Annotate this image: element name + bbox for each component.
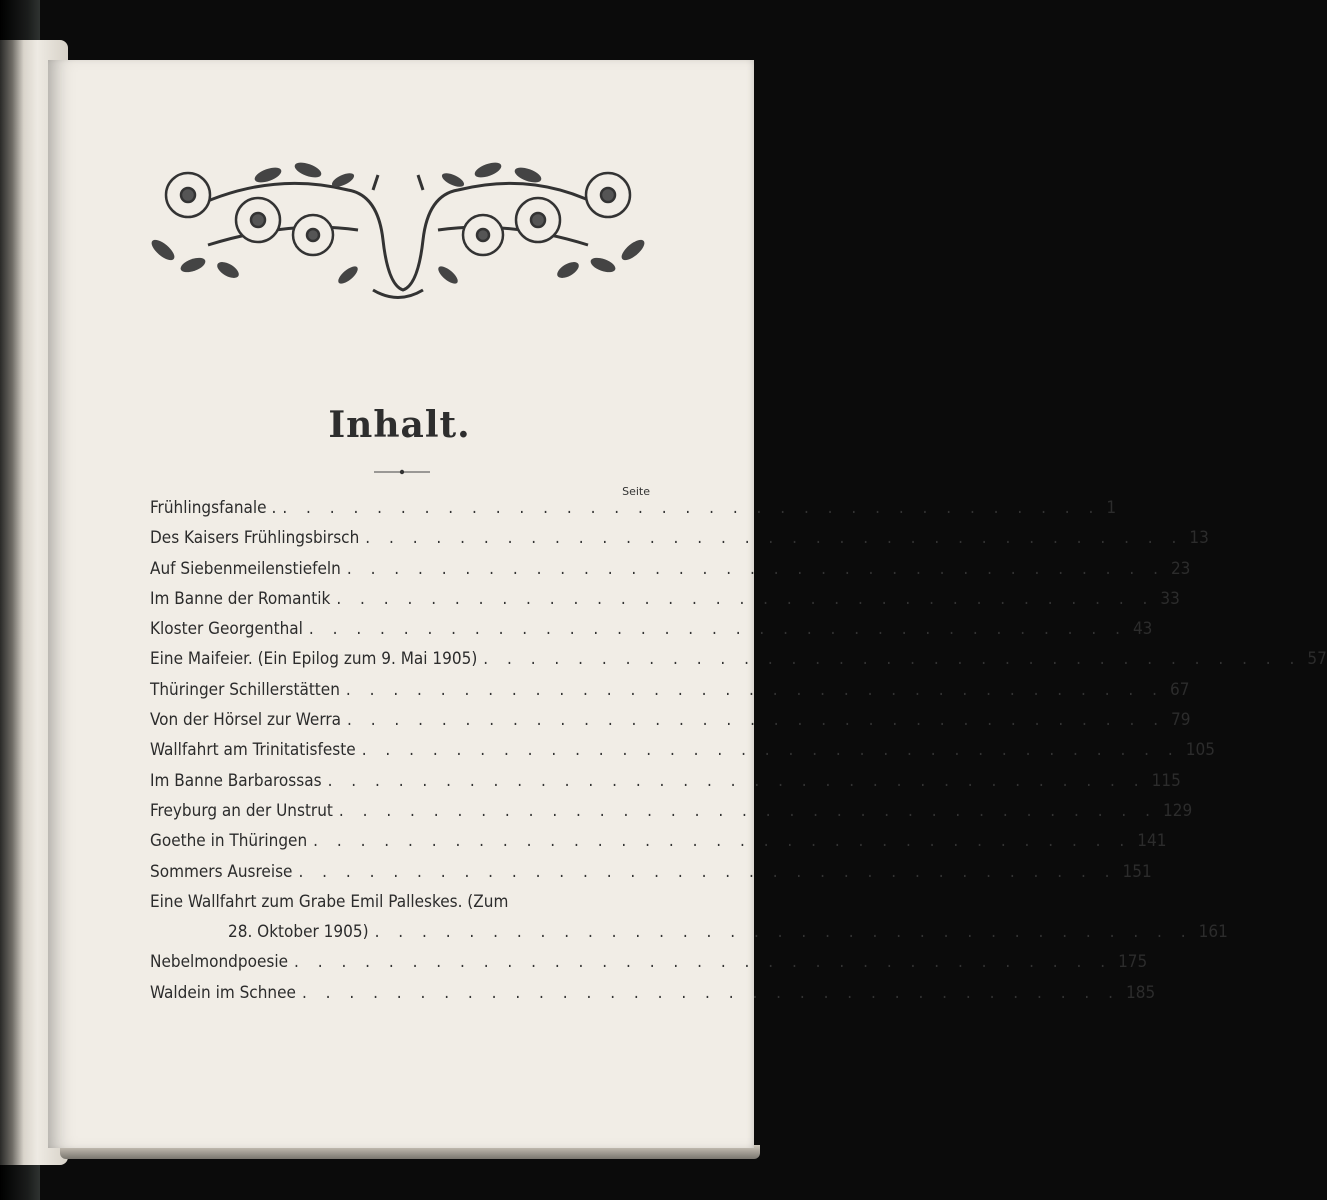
toc-entry: [150, 861, 1152, 892]
toc-entry: [150, 982, 1156, 1013]
toc-entry-title: Eine Wallfahrt zum Grabe Emil Palleskes. (Zum: [150, 891, 509, 912]
page-title: Inhalt.: [328, 404, 471, 446]
toc-entry-title: Im Banne Barbarossas: [150, 770, 322, 791]
toc-entry-page: 115: [1151, 770, 1181, 791]
toc-entry-title: 28. Oktober 1905): [228, 922, 369, 943]
leader-dots: . . . . . . . . . . . . . . . . . . . . . . . . . . . . . . . . . . .: [374, 922, 1193, 943]
toc-entry-page: 1: [1106, 498, 1117, 518]
leader-dots: . . . . . . . . . . . . . . . . . . . . . . . . . . . . . . . . . . .: [294, 952, 1113, 973]
toc-entry-title: Freyburg an der Unstrut: [150, 800, 333, 821]
page-column-label: Seite: [622, 485, 650, 498]
leader-dots: . . . . . . . . . . . . . . . . . . . . . . . . . . . . . . . . . . .: [346, 710, 1166, 731]
toc-entry-title: Goethe in Thüringen: [150, 831, 308, 852]
leader-dots: . . . . . . . . . . . . . . . . . . . . . . . . . . . . . . . . . . .: [338, 800, 1157, 821]
toc-entry: [150, 831, 1167, 861]
toc-entry-page: 13: [1189, 528, 1209, 549]
toc-entry-title: Wallfahrt am Trinitatisfeste: [150, 740, 356, 761]
toc-entry-title: Des Kaisers Frühlingsbirsch: [150, 528, 360, 549]
leader-dots: . . . . . . . . . . . . . . . . . . . . . . . . . . . . . . . . . . .: [298, 861, 1117, 882]
toc-entry: [150, 649, 1327, 679]
toc-entry-title: Thüringer Schillerstätten: [150, 679, 340, 700]
title-divider: [374, 469, 430, 475]
leader-dots: . . . . . . . . . . . . . . . . . . . . . . . . . . . . . . . . . . .: [327, 770, 1146, 791]
table-of-contents: [150, 498, 1327, 1013]
toc-entry-page: 33: [1160, 588, 1180, 609]
toc-entry-page: 141: [1137, 831, 1167, 852]
leader-dots: . . . . . . . . . . . . . . . . . . . . . . . . . . . . . . . . . . .: [365, 528, 1184, 549]
toc-entry-page: 129: [1162, 800, 1193, 821]
toc-entry-title: Auf Siebenmeilenstiefeln: [150, 558, 341, 579]
toc-entry: [150, 710, 1191, 740]
toc-entry-title: Frühlingsfanale .: [150, 498, 277, 518]
toc-entry-page: 67: [1169, 679, 1190, 700]
toc-entry: [150, 740, 1215, 770]
toc-entry-title: Sommers Ausreise: [150, 861, 293, 882]
toc-entry: [150, 800, 1193, 831]
toc-entry-title: Nebelmondpoesie: [150, 952, 289, 973]
toc-entry-continuation: [150, 922, 1228, 952]
toc-entry-title: Waldein im Schnee: [150, 982, 296, 1003]
toc-entry: [150, 558, 1191, 589]
toc-entry: [150, 619, 1153, 649]
toc-entry-page: 57: [1307, 649, 1327, 670]
toc-entry-page: 43: [1132, 619, 1153, 640]
leader-dots: . . . . . . . . . . . . . . . . . . . . . . . . . . . . . . . . . . .: [313, 831, 1132, 852]
floral-ornament: [148, 150, 648, 305]
toc-entry-page: 151: [1122, 861, 1152, 882]
toc-entry: [150, 528, 1209, 558]
leader-dots: . . . . . . . . . . . . . . . . . . . . . . . . . . . . . . . . . . .: [308, 619, 1127, 640]
leader-dots: . . . . . . . . . . . . . . . . . . . . . . . . . . . . . . . . . . .: [346, 558, 1165, 579]
toc-entry: [150, 588, 1180, 619]
toc-entry-title: Eine Maifeier. (Ein Epilog zum 9. Mai 1905): [150, 649, 478, 670]
toc-entry-title: Kloster Georgenthal: [150, 619, 303, 640]
leader-dots: . . . . . . . . . . . . . . . . . . . . . . . . . . . . . . . . . . .: [345, 679, 1164, 700]
leader-dots: . . . . . . . . . . . . . . . . . . . . . . . . . . . . . . . . . . .: [282, 498, 1101, 518]
toc-entry: [150, 679, 1190, 710]
leader-dots: . . . . . . . . . . . . . . . . . . . . . . . . . . . . . . . . . . .: [361, 740, 1180, 761]
toc-entry-page: 175: [1118, 952, 1148, 973]
toc-entry-title: Im Banne der Romantik: [150, 588, 331, 609]
toc-entry-page: 105: [1185, 740, 1215, 761]
toc-entry-page: 23: [1170, 558, 1191, 579]
toc-entry-page: 79: [1171, 710, 1191, 731]
toc-entry-title: Von der Hörsel zur Werra: [150, 710, 341, 731]
toc-entry-page: 185: [1126, 982, 1156, 1003]
leader-dots: . . . . . . . . . . . . . . . . . . . . . . . . . . . . . . . . . . .: [301, 982, 1120, 1003]
toc-entry: [150, 770, 1181, 801]
toc-entry: [150, 892, 650, 922]
leader-dots: . . . . . . . . . . . . . . . . . . . . . . . . . . . . . . . . . . .: [336, 588, 1155, 609]
leader-dots: . . . . . . . . . . . . . . . . . . . . . . . . . . . . . . . . . . .: [483, 649, 1302, 670]
toc-entry: [150, 952, 1148, 982]
toc-entry: [150, 498, 1117, 528]
toc-entry-page: 161: [1198, 922, 1228, 943]
